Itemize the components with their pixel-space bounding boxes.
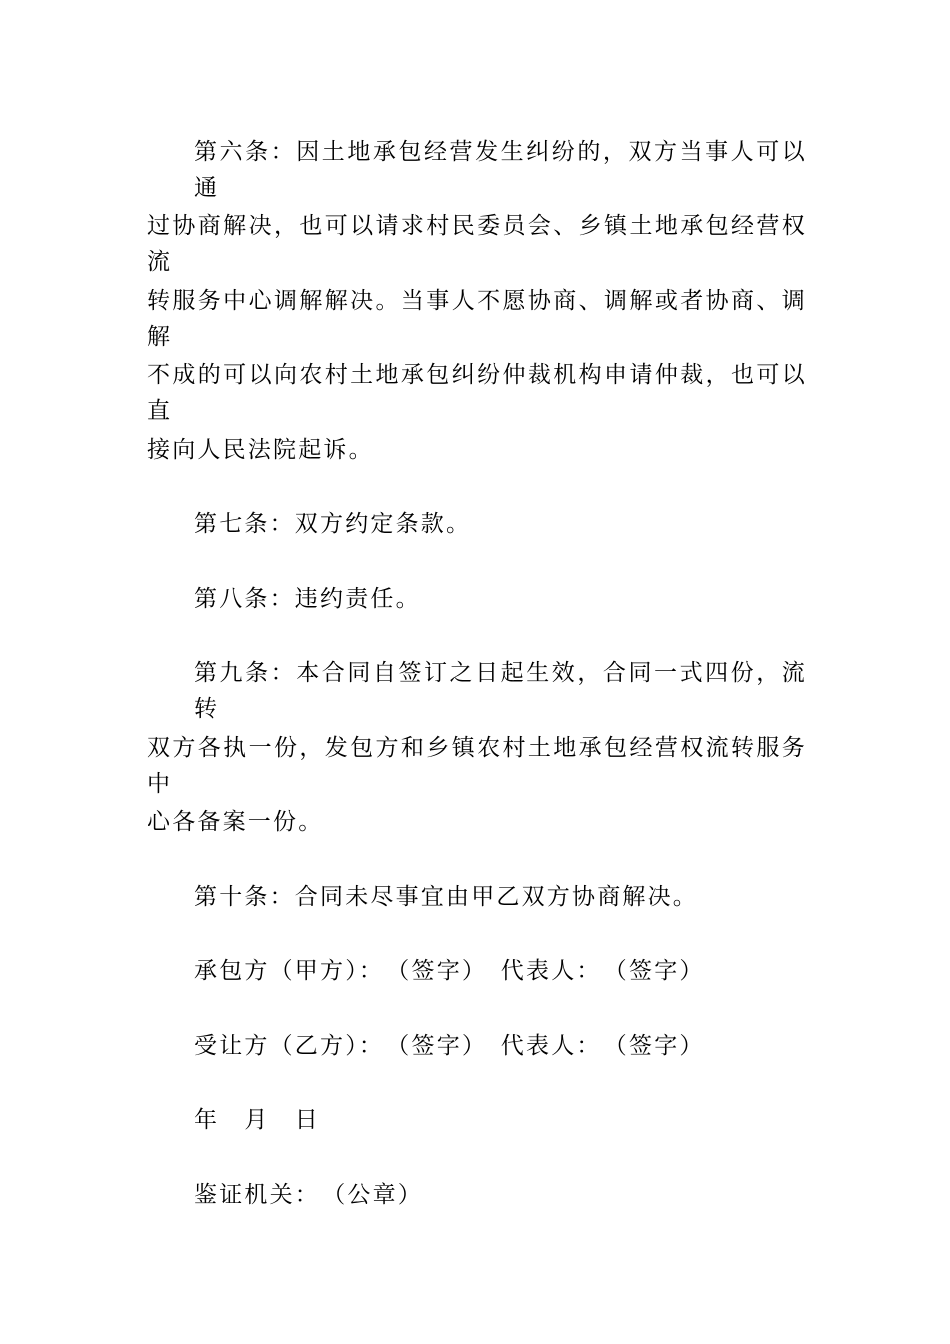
article-10: 第十条：合同未尽事宜由甲乙双方协商解决。 — [194, 884, 698, 910]
article-8: 第八条：违约责任。 — [194, 586, 421, 612]
article-6-line-3: 转服务中心调解解决。当事人不愿协商、调解或者协商、调解 — [147, 288, 807, 350]
article-6-line-4: 不成的可以向农村土地承包纠纷仲裁机构申请仲裁，也可以直 — [147, 362, 807, 424]
party-b-signature-line: 受让方（乙方）： （签字） 代表人： （签字） — [194, 1033, 705, 1059]
article-6-line-5: 接向人民法院起诉。 — [147, 437, 374, 463]
article-6-line-1: 第六条：因土地承包经营发生纠纷的，双方当事人可以通 — [194, 139, 807, 201]
party-a-signature-line: 承包方（甲方）： （签字） 代表人： （签字） — [194, 958, 705, 984]
article-9-line-1: 第九条：本合同自签订之日起生效，合同一式四份，流转 — [194, 660, 807, 722]
date-line: 年 月 日 — [194, 1107, 320, 1133]
article-7: 第七条：双方约定条款。 — [194, 511, 472, 537]
article-9-line-3: 心各备案一份。 — [147, 809, 324, 835]
article-9-line-2: 双方各执一份，发包方和乡镇农村土地承包经营权流转服务中 — [147, 735, 807, 797]
article-6-line-2: 过协商解决，也可以请求村民委员会、乡镇土地承包经营权流 — [147, 213, 807, 275]
certifying-authority-line: 鉴证机关： （公章） — [194, 1182, 423, 1208]
